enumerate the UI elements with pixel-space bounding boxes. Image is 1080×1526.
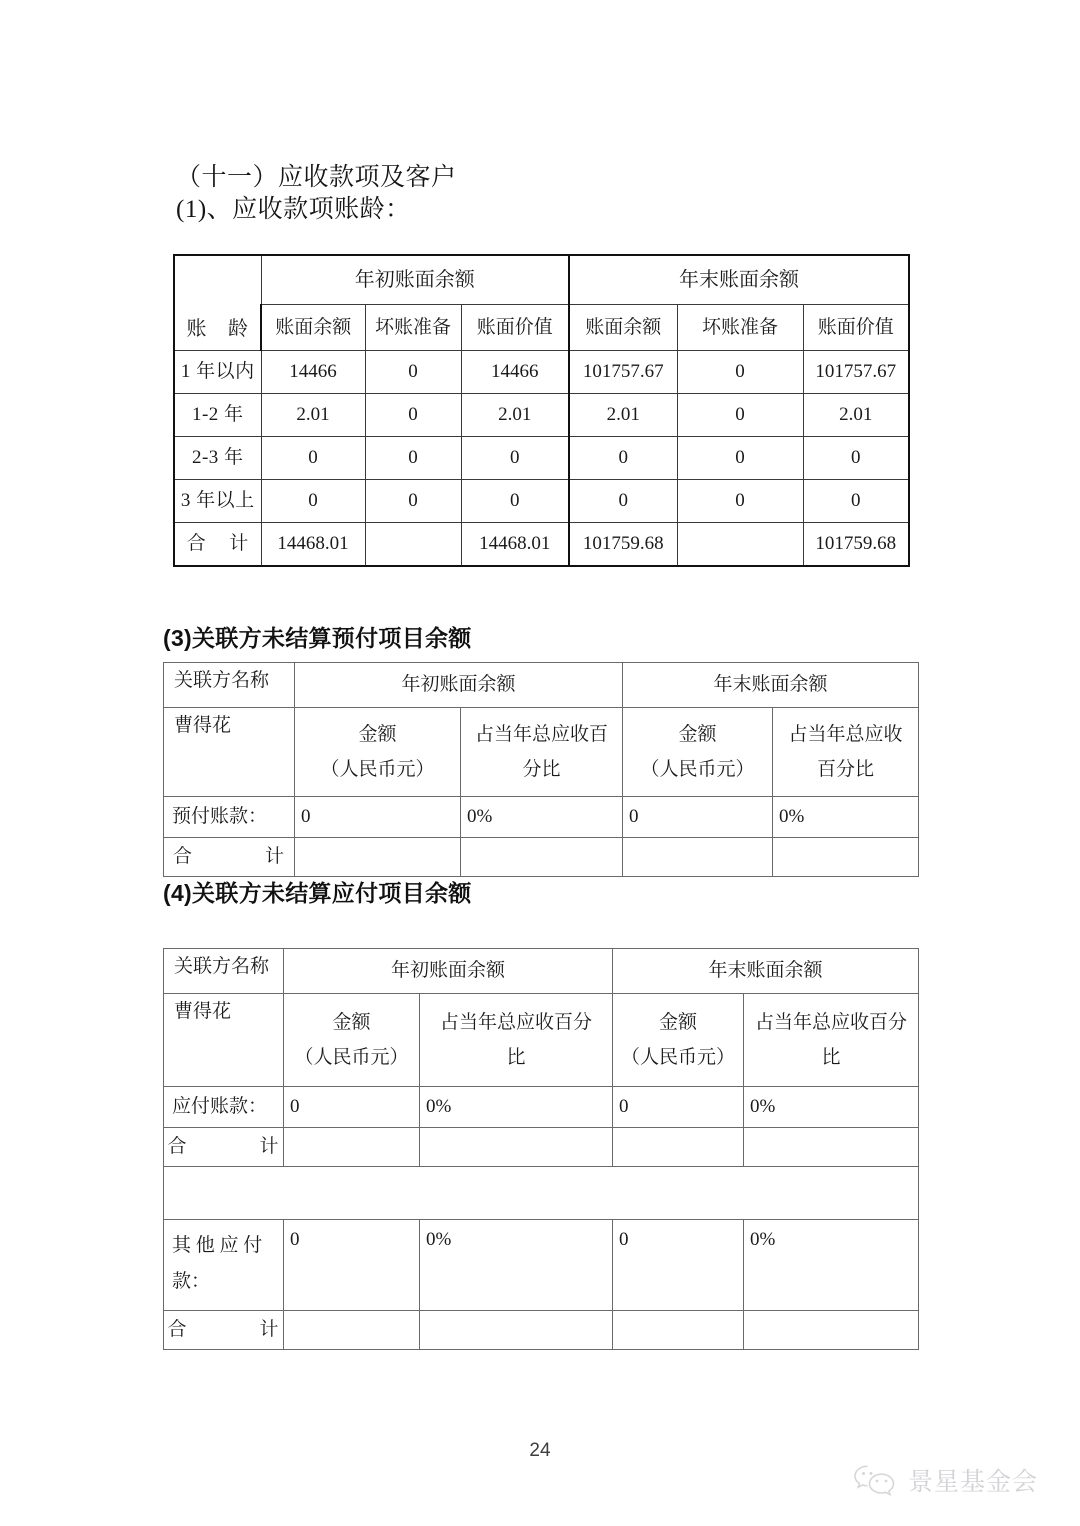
cell-value: 0%: [461, 797, 623, 838]
table-row: [164, 797, 919, 838]
subheader-line-2: （人民币元）: [320, 759, 435, 780]
subsection-heading-four: (4)关联方未结算应付项目余额: [163, 880, 472, 906]
cell-value: 0: [677, 351, 803, 394]
row-label: 预付账款：: [164, 797, 295, 838]
subheader-begin-book-value: 账面价值: [461, 305, 569, 351]
spacer-cell: [164, 1167, 919, 1220]
watermark: [852, 1462, 1038, 1498]
row-label-line-2: 款：: [172, 1271, 211, 1293]
subheader-line-1: 金额: [358, 723, 397, 745]
subheader-begin-amount: [284, 994, 420, 1087]
table-row: [164, 1220, 919, 1311]
cell-value: 101757.67: [569, 351, 677, 394]
cell-value: 0: [569, 480, 677, 523]
subheader-begin-book-balance: 账面余额: [261, 305, 365, 351]
row-label: 2-3 年: [174, 437, 261, 480]
page-number: 24: [529, 1440, 551, 1461]
table-row: [174, 351, 909, 394]
cell-value: [284, 1128, 420, 1167]
cell-value: [365, 523, 461, 567]
group-header-end-year: 年末账面余额: [623, 663, 919, 708]
total-label-text: 合 计: [186, 533, 249, 555]
cell-value: 0: [461, 437, 569, 480]
subheader-line-2: 比: [821, 1047, 841, 1068]
cell-value: 0: [295, 797, 461, 838]
table-row: [174, 480, 909, 523]
cell-value: [677, 523, 803, 567]
subheader-end-bad-debt: 坏账准备: [677, 305, 803, 351]
aging-column-header: [174, 255, 261, 351]
section-heading-eleven: （十一）应收款项及客户: [176, 164, 457, 191]
cell-value: 0: [623, 797, 773, 838]
cell-value: [744, 1128, 919, 1167]
subheader-line-1: 金额: [659, 1011, 698, 1033]
total-row-label: [164, 1311, 284, 1350]
subheader-end-book-value: 账面价值: [803, 305, 909, 351]
cell-value: 0%: [420, 1087, 613, 1128]
subheader-begin-amount: [295, 708, 461, 797]
cell-value: 2.01: [461, 394, 569, 437]
related-party-payable-table: [163, 948, 919, 1350]
cell-value: [284, 1311, 420, 1350]
cell-value: 0: [284, 1087, 420, 1128]
table-row-total: [174, 523, 909, 567]
subsection-heading-three: (3)关联方未结算预付项目余额: [163, 625, 472, 651]
group-header-end-year: 年末账面余额: [569, 255, 909, 305]
cell-value: 101757.67: [803, 351, 909, 394]
table-row-total: [164, 1128, 919, 1167]
table-row-sub-header: [174, 305, 909, 351]
row-label: [164, 1220, 284, 1311]
cell-value: [461, 838, 623, 877]
cell-value: 14466: [461, 351, 569, 394]
cell-value: 0: [461, 480, 569, 523]
aging-header-char-1: 账: [186, 318, 228, 340]
party-column-header: 关联方名称: [164, 949, 284, 994]
table-row-group-header: [174, 255, 909, 305]
subheader-line-2: （人民币元）: [294, 1047, 409, 1068]
wechat-icon: [852, 1463, 898, 1497]
subheader-line-1: 占当年总应收百: [475, 723, 609, 745]
total-label-text: 合 计: [173, 846, 285, 868]
table-row-sub-header: [164, 708, 919, 797]
subheader-begin-bad-debt: 坏账准备: [365, 305, 461, 351]
total-row-label: [174, 523, 261, 567]
cell-value: 14468.01: [261, 523, 365, 567]
subheader-end-amount: [613, 994, 744, 1087]
party-column-header: 关联方名称: [164, 663, 295, 708]
table-row-sub-header: [164, 994, 919, 1087]
row-label: 应付账款：: [164, 1087, 284, 1128]
cell-value: 2.01: [261, 394, 365, 437]
table-row: [174, 437, 909, 480]
cell-value: 101759.68: [803, 523, 909, 567]
receivables-aging-table: [173, 254, 910, 567]
cell-value: [613, 1311, 744, 1350]
table-row: [174, 394, 909, 437]
cell-value: 14468.01: [461, 523, 569, 567]
subheader-line-1: 占当年总应收: [788, 723, 903, 745]
cell-value: [773, 838, 919, 877]
subheader-begin-percent: [461, 708, 623, 797]
cell-value: 0%: [773, 797, 919, 838]
cell-value: [420, 1311, 613, 1350]
subheader-line-1: 金额: [678, 723, 717, 745]
watermark-text: 景星基金会: [908, 1468, 1039, 1496]
table-row-total: [164, 838, 919, 877]
cell-value: 0: [613, 1220, 744, 1311]
subsection-heading-one: (1)、应收款项账龄：: [176, 196, 411, 223]
cell-value: 0: [261, 437, 365, 480]
cell-value: 0: [569, 437, 677, 480]
subheader-line-2: （人民币元）: [640, 759, 755, 780]
row-label: 3 年以上: [174, 480, 261, 523]
subheader-line-1: 占当年总应收百分: [755, 1011, 908, 1033]
row-label: 1-2 年: [174, 394, 261, 437]
subheader-end-percent: [744, 994, 919, 1087]
table-row-group-header: [164, 663, 919, 708]
group-header-begin-year: 年初账面余额: [295, 663, 623, 708]
cell-value: 101759.68: [569, 523, 677, 567]
table-row: [164, 1087, 919, 1128]
cell-value: 0%: [744, 1087, 919, 1128]
group-header-begin-year: 年初账面余额: [261, 255, 569, 305]
cell-value: 0: [613, 1087, 744, 1128]
table-row-total: [164, 1311, 919, 1350]
group-header-end-year: 年末账面余额: [613, 949, 919, 994]
cell-value: 0: [365, 480, 461, 523]
cell-value: [744, 1311, 919, 1350]
cell-value: 0: [803, 480, 909, 523]
related-party-prepaid-table: [163, 662, 919, 877]
subheader-begin-percent: [420, 994, 613, 1087]
cell-value: 0: [365, 394, 461, 437]
cell-value: 0: [261, 480, 365, 523]
table-row-spacer: [164, 1167, 919, 1220]
party-name: 曹得花: [164, 708, 295, 797]
cell-value: 2.01: [569, 394, 677, 437]
cell-value: 0%: [744, 1220, 919, 1311]
table-row-group-header: [164, 949, 919, 994]
row-label: 1 年以内: [174, 351, 261, 394]
cell-value: 0: [365, 351, 461, 394]
subheader-line-1: 占当年总应收百分: [440, 1011, 593, 1033]
cell-value: 0: [677, 480, 803, 523]
subheader-line-2: 分比: [522, 759, 561, 780]
row-label-line-1: 其 他 应 付: [172, 1235, 263, 1256]
total-row-label: [164, 1128, 284, 1167]
cell-value: 0: [284, 1220, 420, 1311]
cell-value: 0%: [420, 1220, 613, 1311]
cell-value: 0: [803, 437, 909, 480]
cell-value: 0: [677, 437, 803, 480]
subheader-end-amount: [623, 708, 773, 797]
group-header-begin-year: 年初账面余额: [284, 949, 613, 994]
cell-value: [623, 838, 773, 877]
cell-value: 2.01: [803, 394, 909, 437]
subheader-line-1: 金额: [332, 1011, 371, 1033]
party-name: 曹得花: [164, 994, 284, 1087]
cell-value: 14466: [261, 351, 365, 394]
subheader-end-percent: [773, 708, 919, 797]
cell-value: 0: [365, 437, 461, 480]
cell-value: [420, 1128, 613, 1167]
aging-header-char-2: 龄: [228, 318, 249, 340]
cell-value: 0: [677, 394, 803, 437]
subheader-line-2: （人民币元）: [621, 1047, 736, 1068]
total-label-text: 合 计: [167, 1136, 280, 1158]
subheader-line-2: 比: [506, 1047, 526, 1068]
cell-value: [613, 1128, 744, 1167]
cell-value: [295, 838, 461, 877]
total-row-label: [164, 838, 295, 877]
total-label-text: 合 计: [167, 1319, 280, 1341]
subheader-end-book-balance: 账面余额: [569, 305, 677, 351]
subheader-line-2: 百分比: [817, 759, 875, 780]
